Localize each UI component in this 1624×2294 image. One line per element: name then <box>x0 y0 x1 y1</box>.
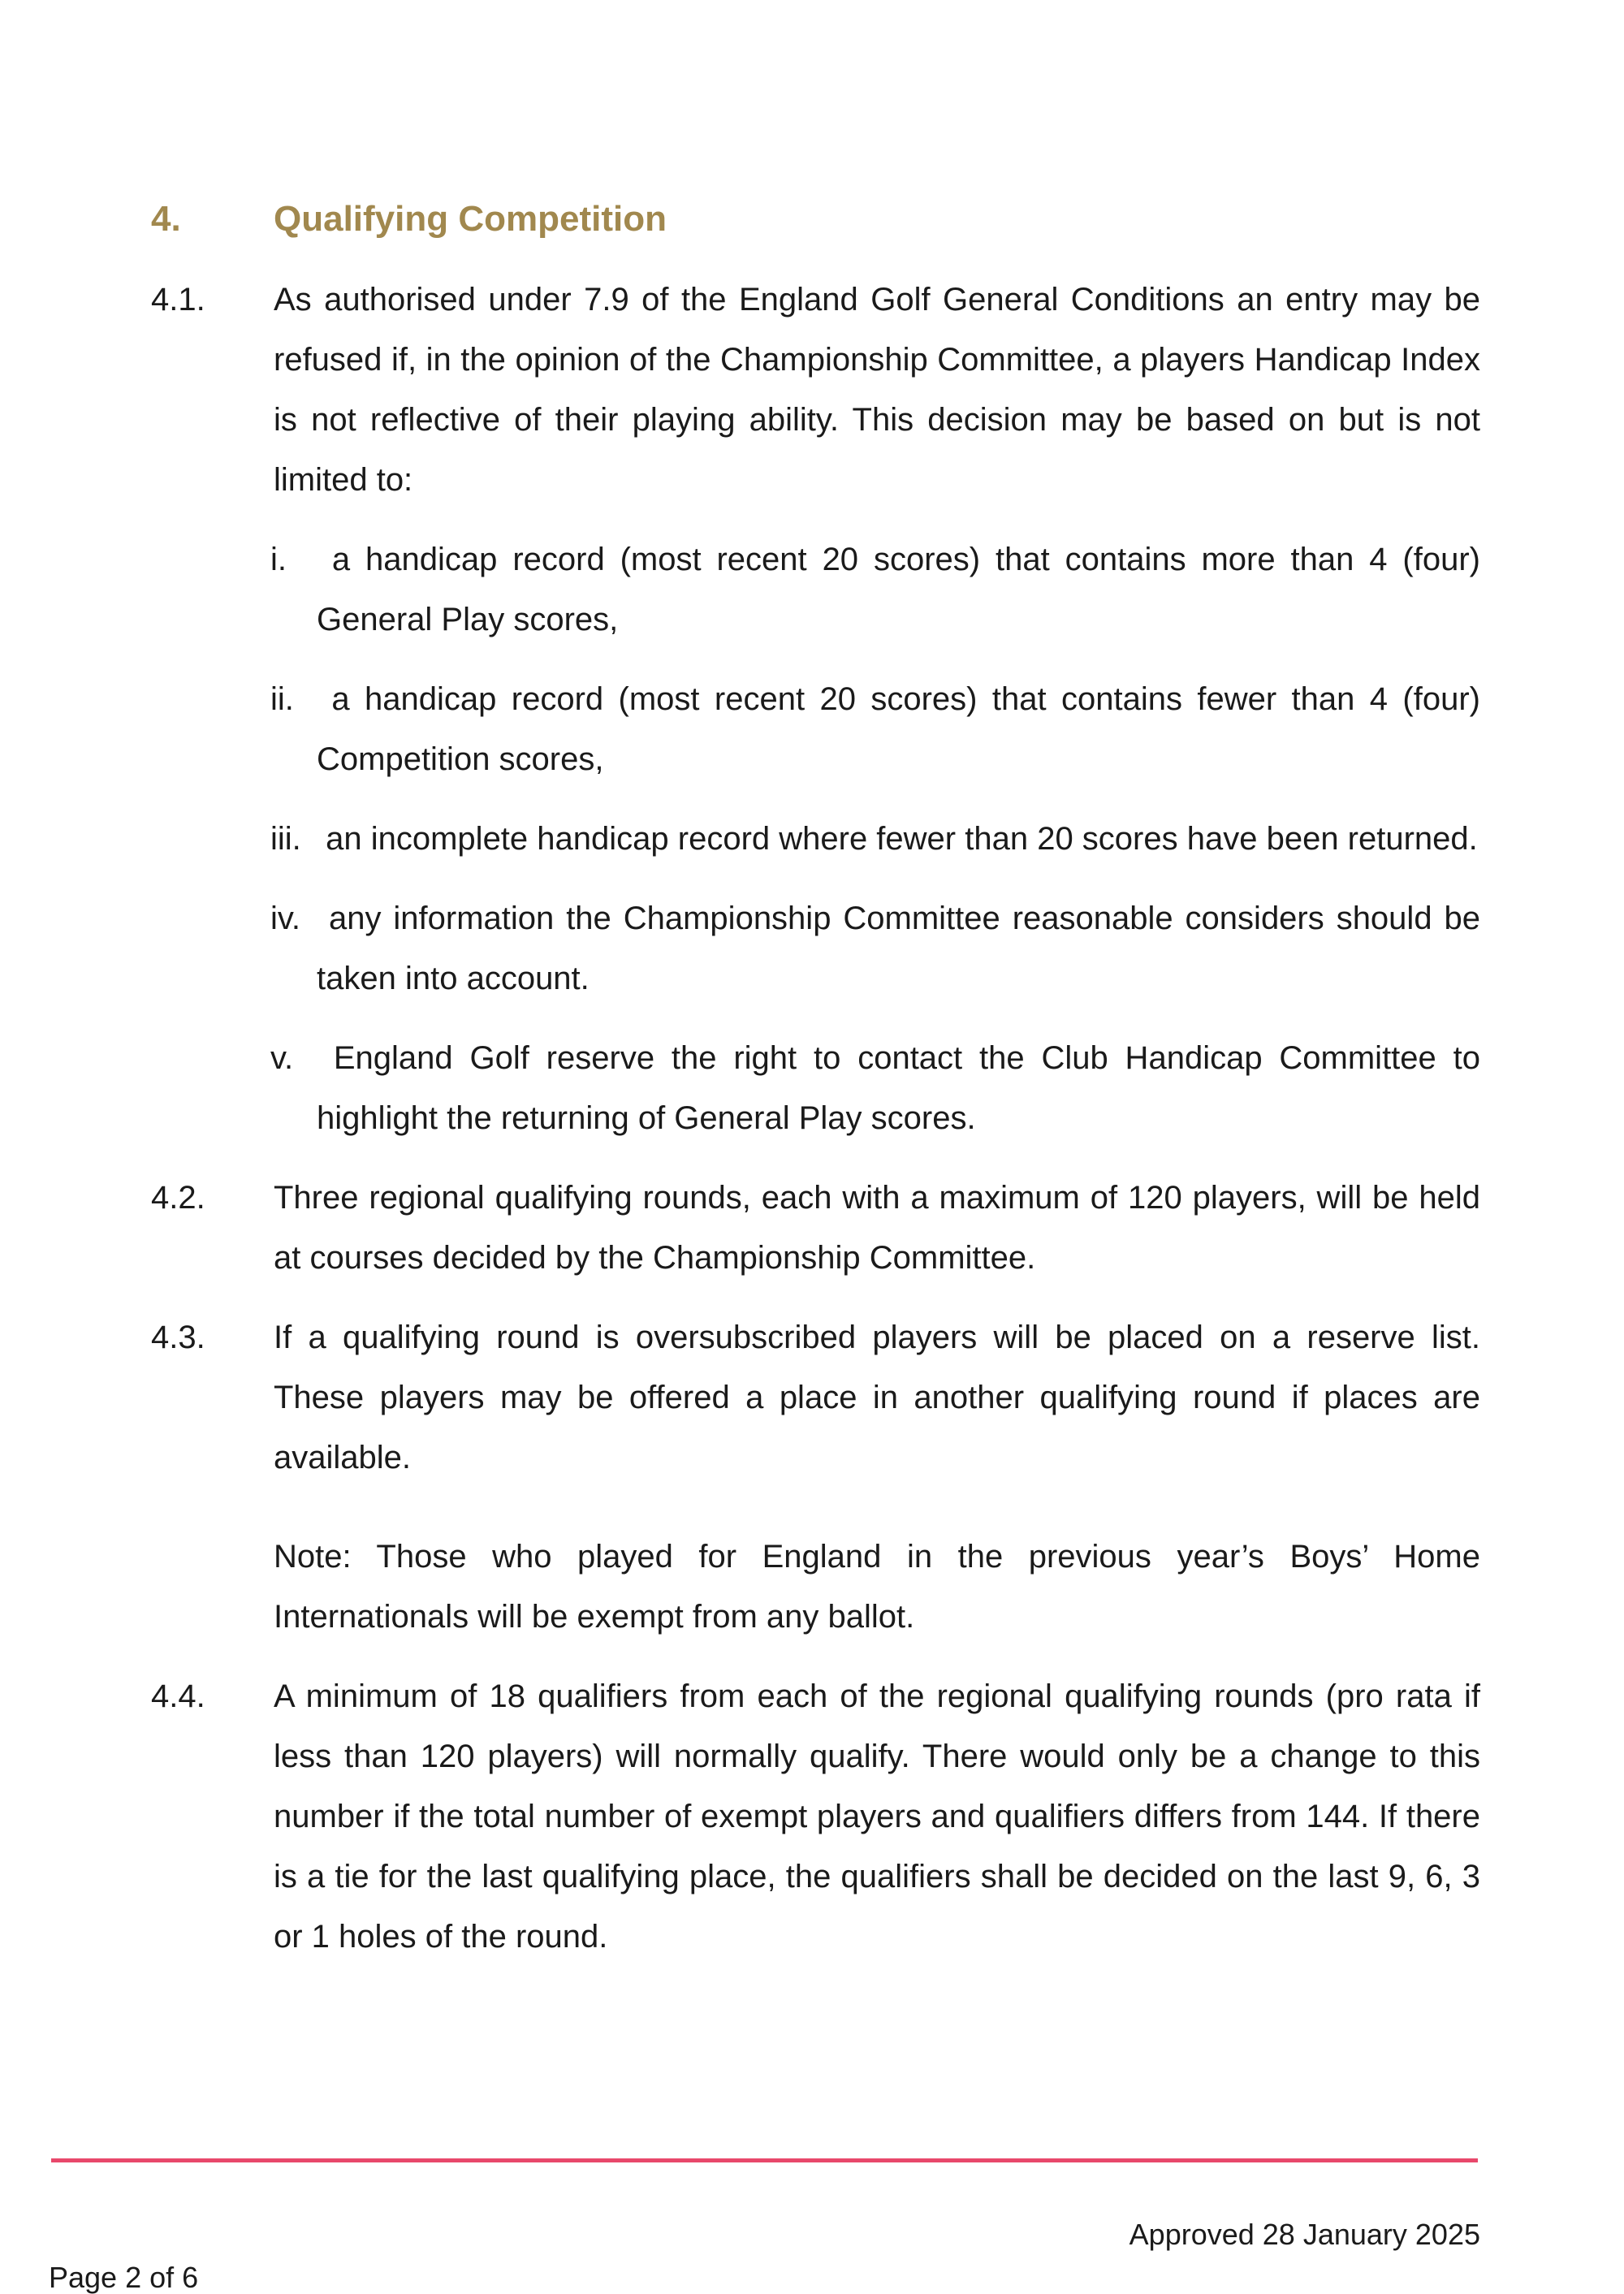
list-item-iii <box>270 809 1480 869</box>
section-heading <box>151 197 1480 242</box>
list-item-v-marker: v. <box>270 1040 294 1076</box>
footer-approved-date: Approved 28 January 2025 <box>1129 2218 1480 2251</box>
clause-4-2 <box>151 1168 1480 1288</box>
list-item-v-text: England Golf reserve the right to contact the Club Handicap Committee to highlight the returning of General Play scores. <box>317 1040 1480 1136</box>
section-heading-title: Qualifying Competition <box>274 199 667 239</box>
list-item-iv-marker: iv. <box>270 901 301 936</box>
list-item-i <box>270 529 1480 650</box>
list-item-iii-text: an incomplete handicap record where fewer than 20 scores have been returned. <box>326 821 1478 857</box>
clause-4-1-text: As authorised under 7.9 of the England Golf General Conditions an entry may be refused if, in the opinion of the Championship Committee, a players Handicap Index is not reflective of their playing ability. This decision may be based on but is not limited to: <box>274 282 1480 498</box>
clause-4-1-number: 4.1. <box>151 282 205 318</box>
list-item-iv-text: any information the Championship Committee reasonable considers should be taken into account. <box>317 901 1480 996</box>
list-item-i-marker: i. <box>270 542 287 577</box>
clause-4-2-number: 4.2. <box>151 1180 205 1216</box>
list-item-i-text: a handicap record (most recent 20 scores) that contains more than 4 (four) General Play scores, <box>317 542 1480 637</box>
clause-4-3 <box>151 1307 1480 1488</box>
clause-4-4-text: A minimum of 18 qualifiers from each of the regional qualifying rounds (pro rata if less than 120 players) will normally qualify. There would only be a change to this number if the total number of exempt players and qualifiers differs from 144. If there is a tie for the last qualifying place, the qualifiers shall be decided on the last 9, 6, 3 or 1 holes of the round. <box>274 1678 1480 1955</box>
clause-4-4-number: 4.4. <box>151 1678 205 1714</box>
clause-4-3-number: 4.3. <box>151 1320 205 1355</box>
note-paragraph <box>151 1527 1480 1647</box>
list-item-ii-marker: ii. <box>270 681 294 717</box>
clause-4-2-text: Three regional qualifying rounds, each with a maximum of 120 players, will be held at courses decided by the Championship Committee. <box>274 1180 1480 1276</box>
list-item-iv <box>270 888 1480 1009</box>
list-item-ii-text: a handicap record (most recent 20 scores) that contains fewer than 4 (four) Competition scores, <box>317 681 1480 777</box>
document-body <box>151 197 1480 1986</box>
clause-4-4 <box>151 1666 1480 1967</box>
list-item-iii-marker: iii. <box>270 821 301 857</box>
note-text: Note: Those who played for England in the previous year’s Boys’ Home Internationals will be exempt from any ballot. <box>274 1539 1480 1635</box>
list-item-v <box>270 1028 1480 1148</box>
clause-4-3-text: If a qualifying round is oversubscribed players will be placed on a reserve list. These players may be offered a place in another qualifying round if places are available. <box>274 1320 1480 1475</box>
footer-divider <box>51 2158 1478 2162</box>
section-heading-number: 4. <box>151 199 181 239</box>
clause-4-1 <box>151 270 1480 510</box>
list-item-ii <box>270 669 1480 789</box>
footer-page-number: Page 2 of 6 <box>49 2261 199 2294</box>
